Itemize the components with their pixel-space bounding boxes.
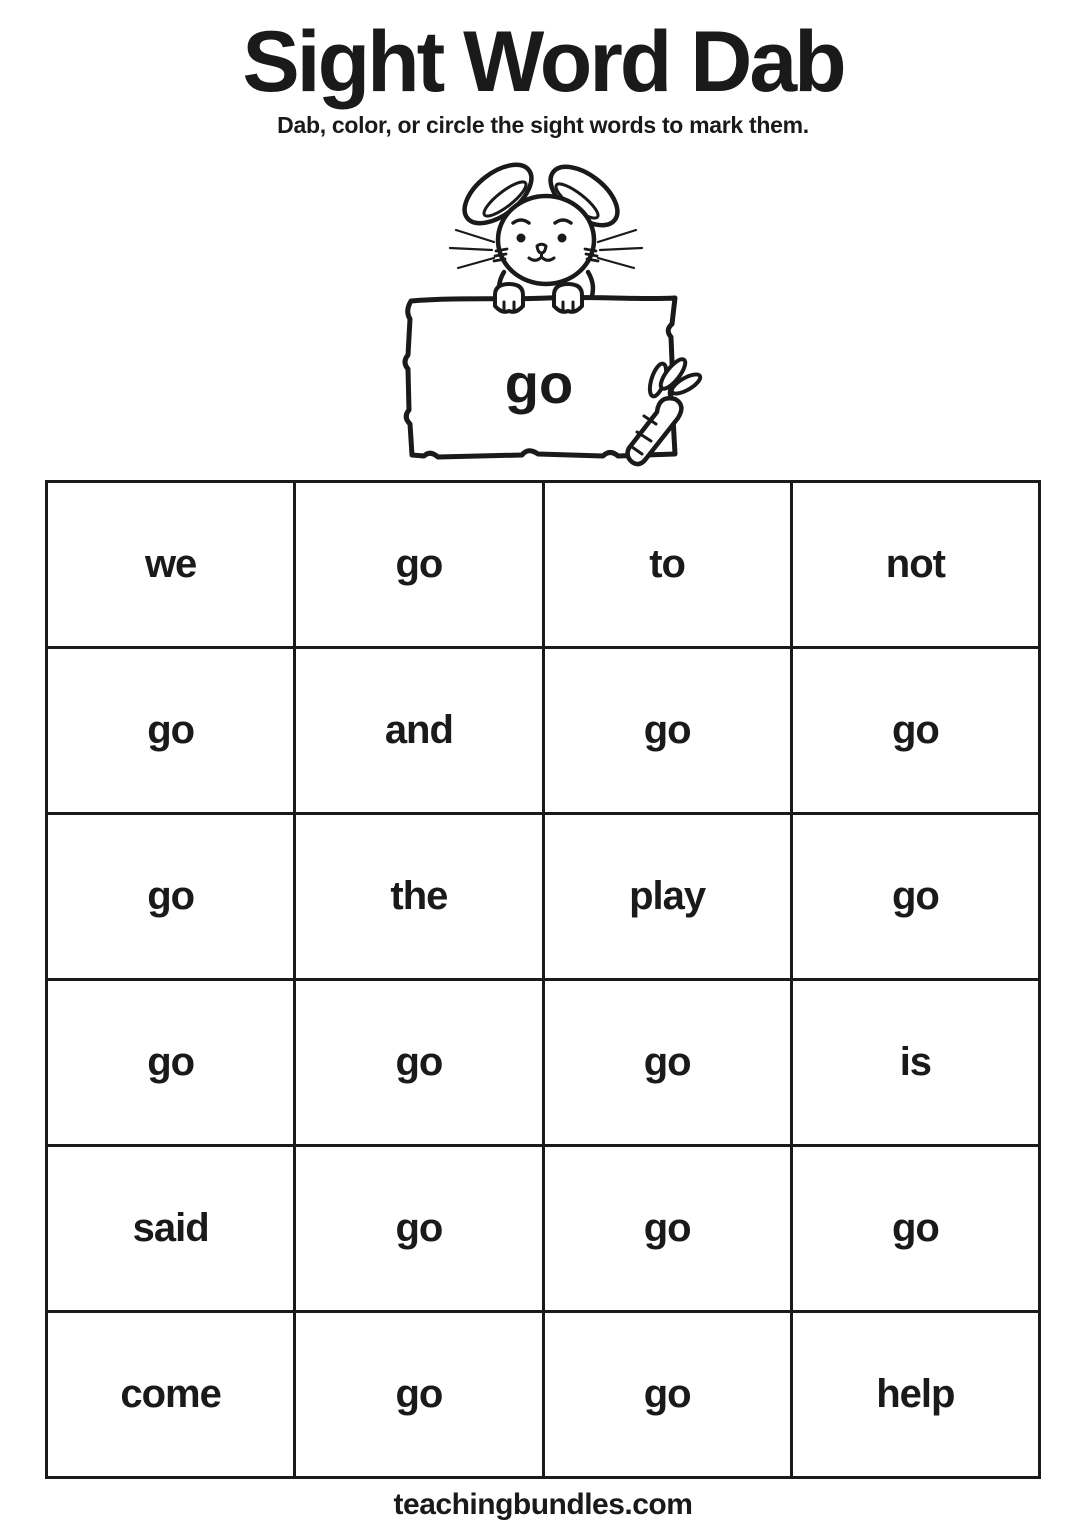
- word-cell[interactable]: go: [793, 649, 1038, 812]
- illustration-container: [0, 154, 1086, 476]
- word-cell[interactable]: go: [545, 649, 790, 812]
- sign-word: go: [504, 352, 574, 415]
- word-cell[interactable]: go: [793, 1147, 1038, 1310]
- word-cell[interactable]: go: [48, 815, 293, 978]
- word-cell[interactable]: not: [793, 483, 1038, 646]
- worksheet-header: [0, 0, 1086, 140]
- word-cell[interactable]: the: [296, 815, 541, 978]
- word-cell[interactable]: go: [545, 1313, 790, 1476]
- bunny-head: [498, 196, 594, 284]
- word-cell[interactable]: go: [545, 981, 790, 1144]
- word-cell[interactable]: go: [296, 483, 541, 646]
- word-cell[interactable]: said: [48, 1147, 293, 1310]
- word-grid: [45, 480, 1041, 1479]
- word-cell[interactable]: go: [296, 981, 541, 1144]
- footer-link[interactable]: teachingbundles.com: [393, 1488, 693, 1521]
- word-cell[interactable]: go: [296, 1313, 541, 1476]
- word-cell[interactable]: help: [793, 1313, 1038, 1476]
- word-cell[interactable]: go: [545, 1147, 790, 1310]
- bunny-holding-sign-illustration: [378, 154, 708, 476]
- word-cell[interactable]: go: [48, 649, 293, 812]
- word-cell[interactable]: and: [296, 649, 541, 812]
- word-cell[interactable]: is: [793, 981, 1038, 1144]
- word-cell[interactable]: go: [48, 981, 293, 1144]
- word-cell[interactable]: go: [793, 815, 1038, 978]
- word-cell[interactable]: to: [545, 483, 790, 646]
- word-cell[interactable]: we: [48, 483, 293, 646]
- page-title: Sight Word Dab: [242, 14, 844, 110]
- word-cell[interactable]: play: [545, 815, 790, 978]
- word-cell[interactable]: come: [48, 1313, 293, 1476]
- word-cell[interactable]: go: [296, 1147, 541, 1310]
- page-subtitle: Dab, color, or circle the sight words to mark them.: [277, 112, 809, 138]
